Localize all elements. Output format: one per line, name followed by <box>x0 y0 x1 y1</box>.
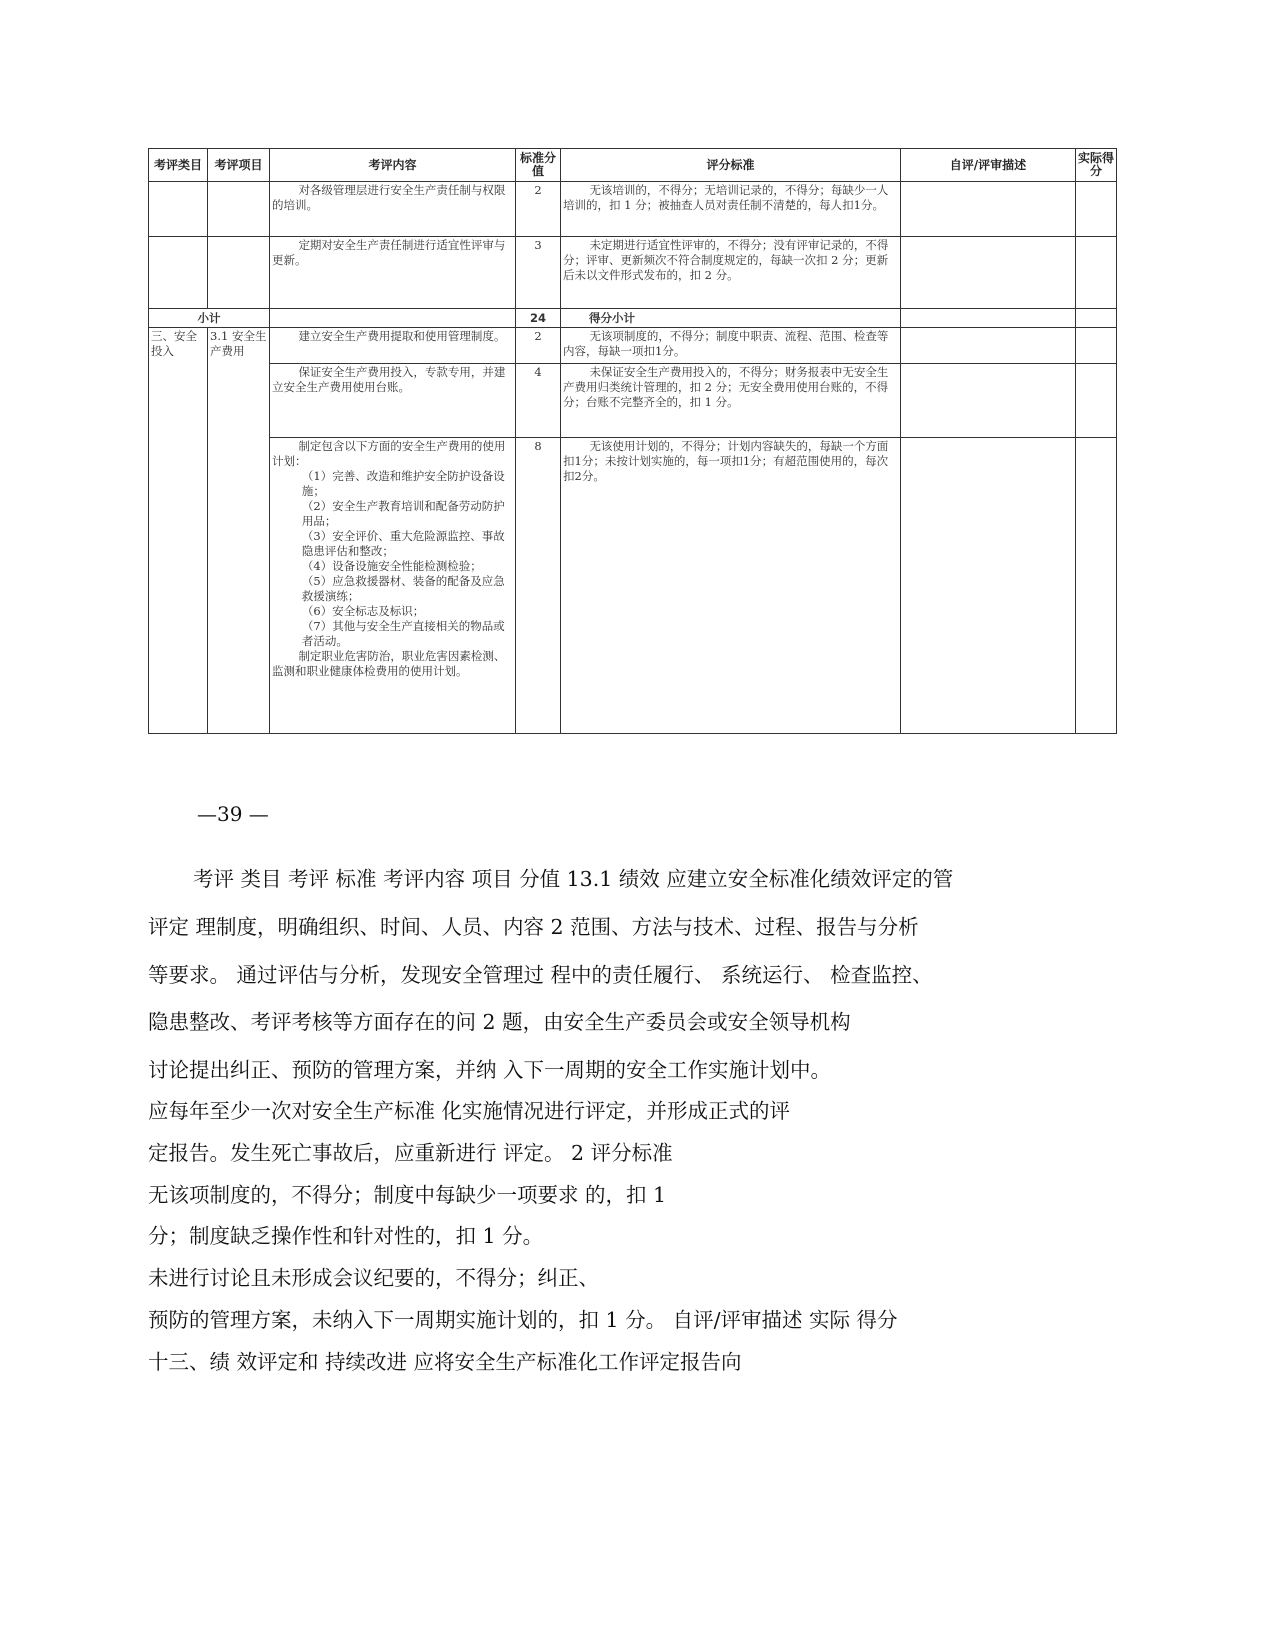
item-cell <box>208 237 270 309</box>
actual-score-cell <box>1076 438 1117 734</box>
content-cell: 对各级管理层进行安全生产责任制与权限的培训。 <box>270 182 516 237</box>
body-line: 十三、绩 效评定和 持续改进 应将安全生产标准化工作评定报告向 <box>148 1350 742 1374</box>
self-eval-cell <box>901 438 1076 734</box>
subtotal-actual-cell <box>1076 309 1117 328</box>
score-cell: 8 <box>516 438 561 734</box>
subtotal-label: 小计 <box>149 309 270 328</box>
criteria-cell: 未定期进行适宜性评审的，不得分；没有评审记录的，不得分；评审、更新频次不符合制度规定的，每缺一次扣 2 分；更新后未以文件形式发布的，扣 2 分。 <box>561 237 901 309</box>
item-cell: 3.1 安全生产费用 <box>208 328 270 734</box>
header-self-eval: 自评/评审描述 <box>901 149 1076 182</box>
header-item: 考评项目 <box>208 149 270 182</box>
subtotal-row <box>149 309 1117 328</box>
self-eval-cell <box>901 182 1076 237</box>
evaluation-table <box>148 148 1117 734</box>
body-line: 定报告。发生死亡事故后，应重新进行 评定。 2 评分标准 <box>148 1141 673 1165</box>
score-cell: 2 <box>516 182 561 237</box>
body-line: 讨论提出纠正、预防的管理方案，并纳 入下一周期的安全工作实施计划中。 <box>148 1058 832 1082</box>
item-cell <box>208 182 270 237</box>
score-cell: 3 <box>516 237 561 309</box>
actual-score-cell <box>1076 182 1117 237</box>
category-cell <box>149 237 208 309</box>
body-line: 评定 理制度，明确组织、时间、人员、内容 2 范围、方法与技术、过程、报告与分析 <box>148 915 919 939</box>
body-line: 预防的管理方案，未纳入下一周期实施计划的，扣 1 分。 自评/评审描述 实际 得分 <box>148 1308 898 1332</box>
subtotal-score-label: 得分小计 <box>561 309 901 328</box>
header-score: 标准分值 <box>516 149 561 182</box>
plan-item: （2）安全生产教育培训和配备劳动防护用品； <box>301 499 505 528</box>
actual-score-cell <box>1076 364 1117 438</box>
score-cell: 2 <box>516 328 561 364</box>
self-eval-cell <box>901 364 1076 438</box>
table-row <box>149 438 1117 734</box>
criteria-cell: 无该使用计划的，不得分；计划内容缺失的，每缺一个方面扣1分；未按计划实施的，每一项扣1分；有超范围使用的，每次扣2分。 <box>561 438 901 734</box>
subtotal-score: 24 <box>516 309 561 328</box>
header-content: 考评内容 <box>270 149 516 182</box>
plan-outro: 制定职业危害防治，职业危害因素检测、监测和职业健康体检费用的使用计划。 <box>272 649 506 678</box>
self-eval-cell <box>901 328 1076 364</box>
body-line: 等要求。 通过评估与分析，发现安全管理过 程中的责任履行、 系统运行、 检查监控、 <box>148 963 933 987</box>
criteria-cell: 无该培训的，不得分；无培训记录的，不得分；每缺少一人培训的，扣 1 分；被抽查人员对责任制不清楚的，每人扣1分。 <box>561 182 901 237</box>
table-row <box>149 182 1117 237</box>
criteria-cell: 未保证安全生产费用投入的，不得分；财务报表中无安全生产费用归类统计管理的，扣 2 分；无安全费用使用台账的，不得分；台账不完整齐全的，扣 1 分。 <box>561 364 901 438</box>
plan-item: （5）应急救援器材、装备的配备及应急救援演练； <box>301 574 505 603</box>
category-cell <box>149 182 208 237</box>
table-row <box>149 237 1117 309</box>
subtotal-self-eval-cell <box>901 309 1076 328</box>
body-line: 隐患整改、考评考核等方面存在的问 2 题，由安全生产委员会或安全领导机构 <box>148 1010 851 1034</box>
content-cell: 保证安全生产费用投入，专款专用，并建立安全生产费用使用台账。 <box>270 364 516 438</box>
table-row <box>149 328 1117 364</box>
body-line: 分；制度缺乏操作性和针对性的，扣 1 分。 <box>148 1224 544 1248</box>
content-cell: 定期对安全生产责任制进行适宜性评审与更新。 <box>270 237 516 309</box>
self-eval-cell <box>901 237 1076 309</box>
actual-score-cell <box>1076 237 1117 309</box>
body-line: 未进行讨论且未形成会议纪要的，不得分；纠正、 <box>148 1266 599 1290</box>
plan-item: （6）安全标志及标识； <box>301 604 425 618</box>
plan-item: （7）其他与安全生产直接相关的物品或者活动。 <box>301 619 505 648</box>
header-category: 考评类目 <box>149 149 208 182</box>
table-row <box>149 364 1117 438</box>
body-line: 考评 类目 考评 标准 考评内容 项目 分值 13.1 绩效 应建立安全标准化绩效评定的管 <box>193 867 954 891</box>
plan-intro: 制定包含以下方面的安全生产费用的使用计划： <box>272 439 506 468</box>
criteria-cell: 无该项制度的，不得分；制度中职责、流程、范围、检查等内容，每缺一项扣1分。 <box>561 328 901 364</box>
plan-item: （1）完善、改造和维护安全防护设备设施； <box>301 469 505 498</box>
body-line: 应每年至少一次对安全生产标准 化实施情况进行评定，并形成正式的评 <box>148 1099 791 1123</box>
plan-item: （3）安全评价、重大危险源监控、事故隐患评估和整改； <box>301 529 505 558</box>
body-line: 无该项制度的，不得分；制度中每缺少一项要求 的，扣 1 <box>148 1183 667 1207</box>
content-cell: 建立安全生产费用提取和使用管理制度。 <box>270 328 516 364</box>
plan-item: （4）设备设施安全性能检测检验； <box>301 559 482 573</box>
actual-score-cell <box>1076 328 1117 364</box>
score-cell: 4 <box>516 364 561 438</box>
header-criteria: 评分标准 <box>561 149 901 182</box>
subtotal-empty-cell <box>270 309 516 328</box>
header-actual: 实际得分 <box>1076 149 1117 182</box>
content-cell <box>270 438 516 734</box>
page-number: —39 — <box>197 802 269 826</box>
table-header-row <box>149 149 1117 182</box>
category-cell: 三、安全投入 <box>149 328 208 734</box>
